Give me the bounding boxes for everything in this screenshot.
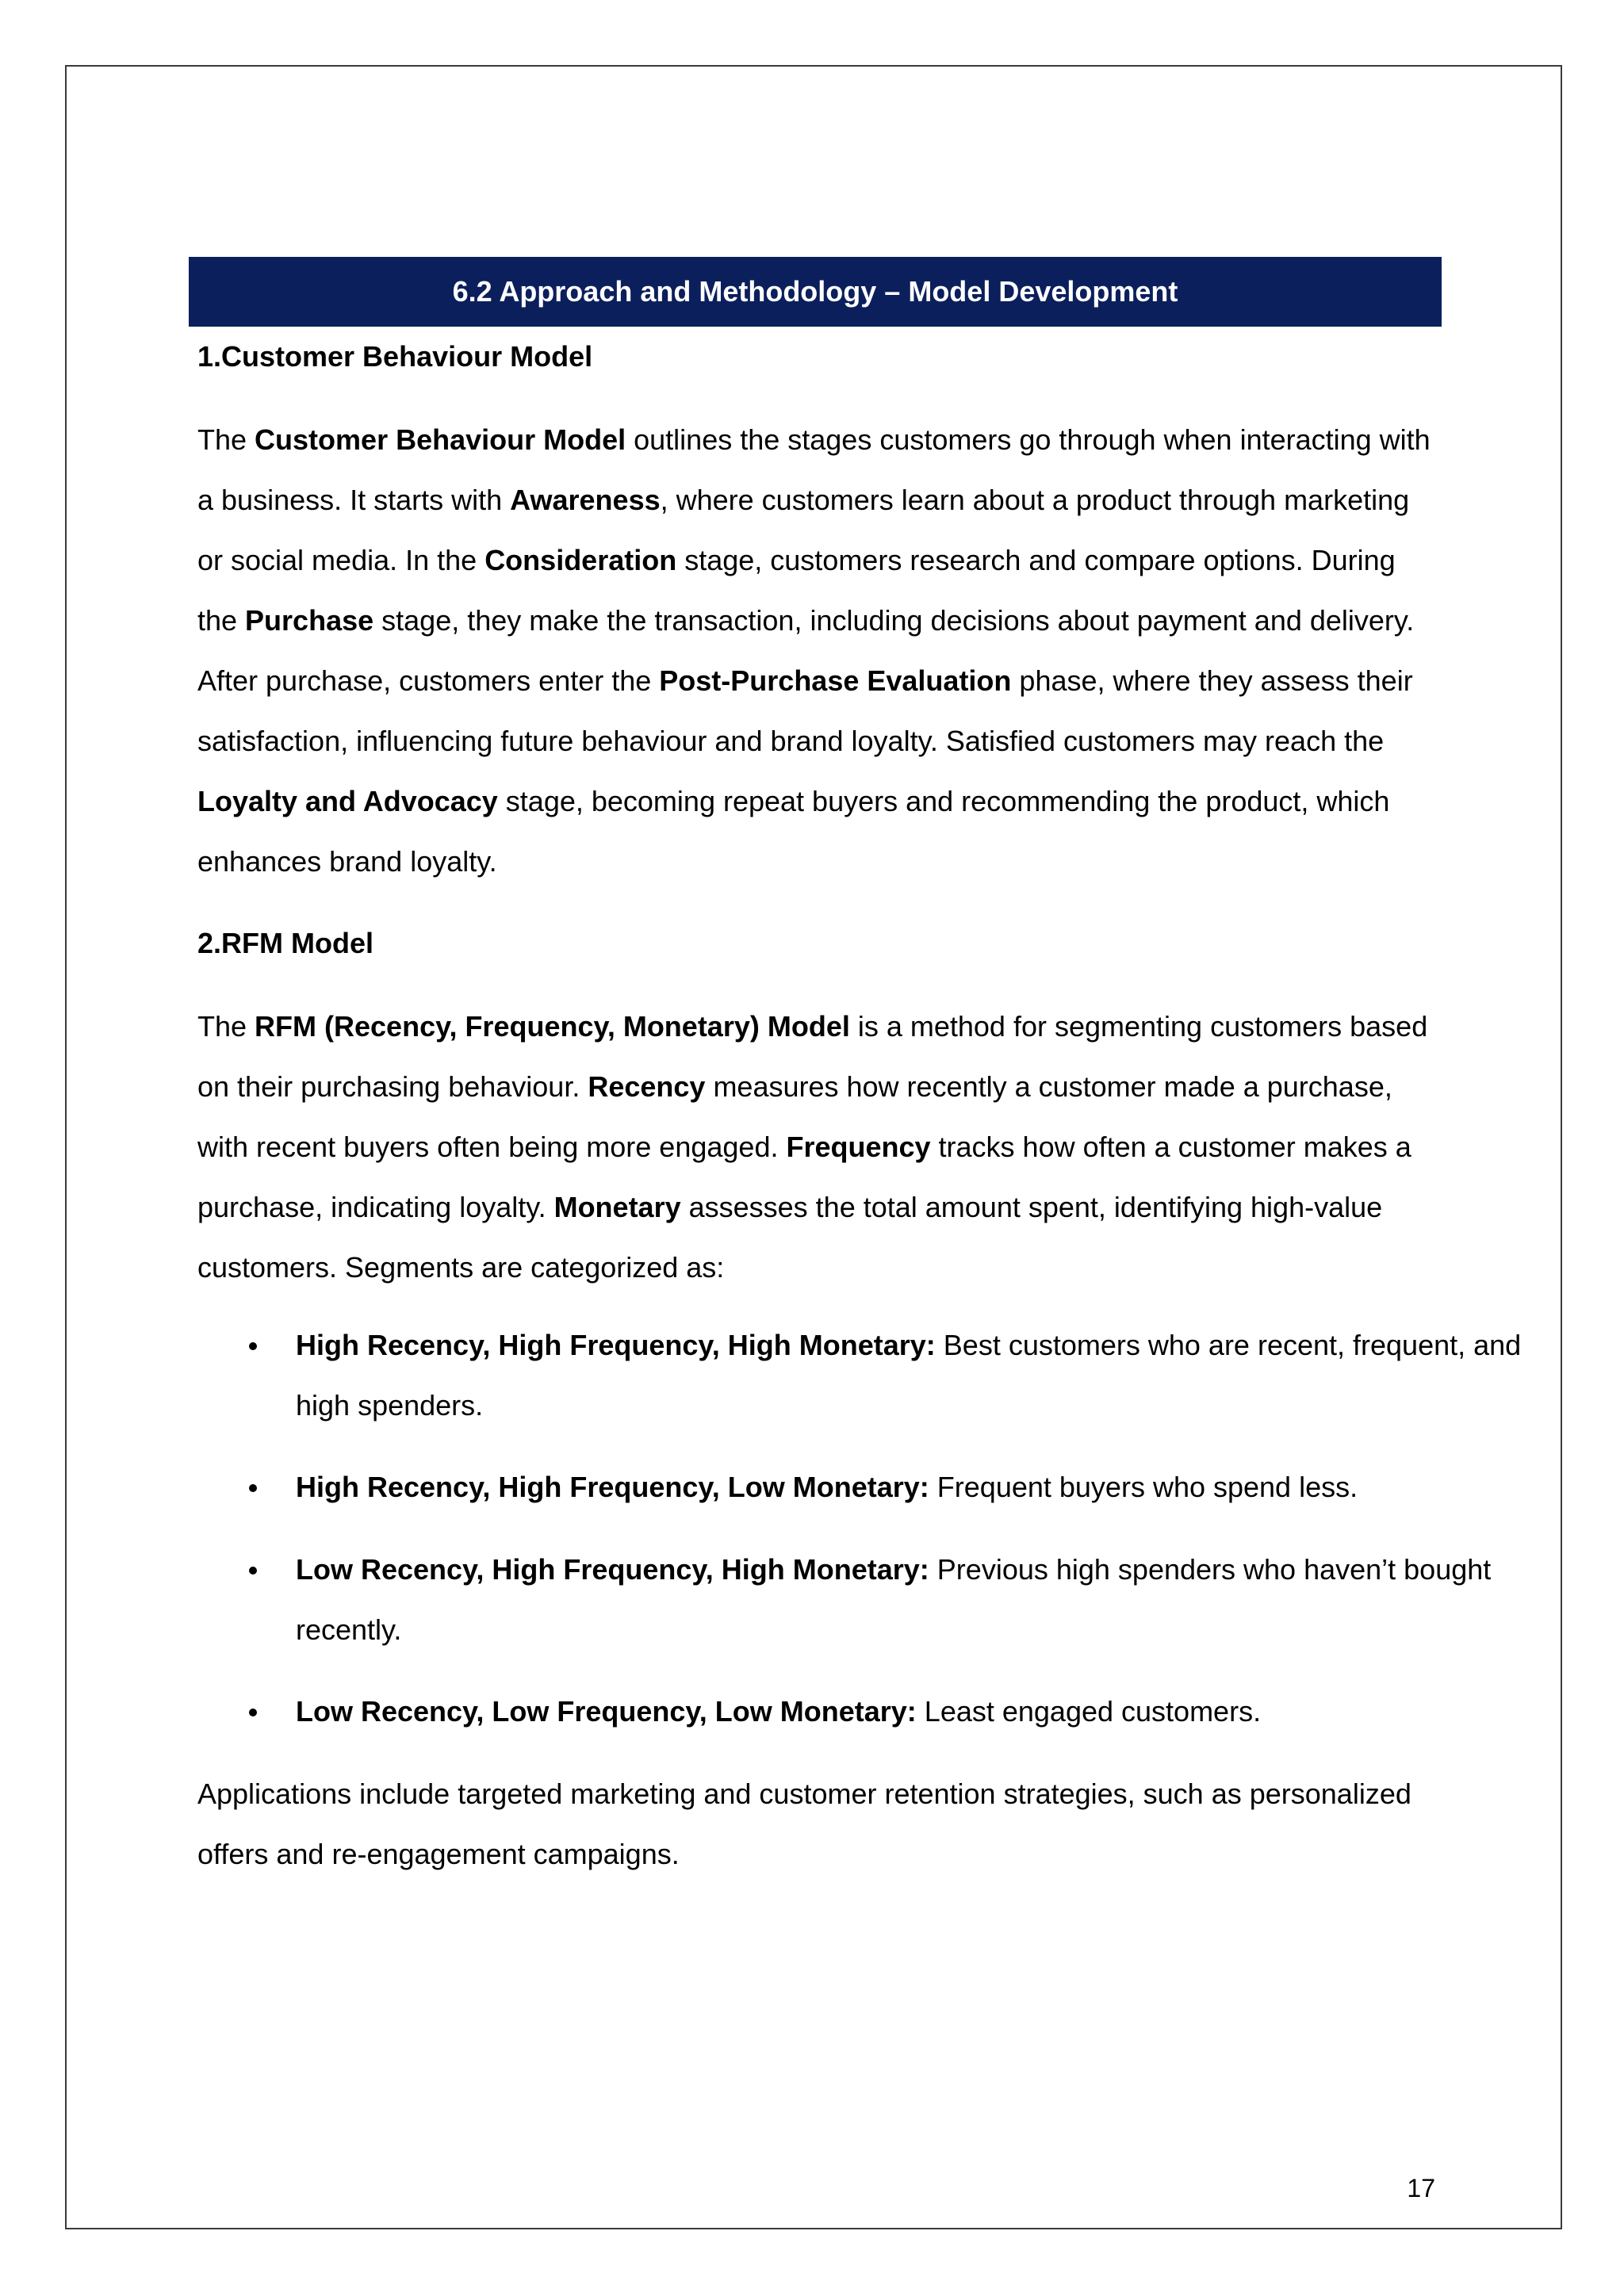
text-run: outlines the stages customers go through when interacting with a business. It starts with [197, 423, 1431, 516]
bullet-icon [249, 1484, 257, 1492]
text-run: , where customers learn about a product through marketing or social media. In the [197, 484, 1410, 576]
segment-item [197, 1540, 1537, 1660]
bullet-icon [249, 1342, 257, 1350]
text-run: stage, becoming repeat buyers and recommending the product, which enhances brand loyalty. [197, 785, 1390, 878]
text-run: tracks how often a customer makes a purchase, indicating loyalty. [197, 1131, 1411, 1223]
segment-label: High Recency, High Frequency, Low Monetary: [296, 1471, 929, 1503]
bullet-icon [249, 1567, 257, 1575]
text-run: stage, customers research and compare options. During the [197, 544, 1396, 637]
segment-text: Best customers who are recent, frequent, and high spenders. [296, 1329, 1522, 1422]
section1-paragraph [197, 410, 1438, 892]
closing-paragraph: Applications include targeted marketing and customer retention strategies, such as personalized offers and re-engagement campaigns. [197, 1777, 1411, 1870]
section-banner: 6.2 Approach and Methodology – Model Development [189, 257, 1442, 327]
section2-heading: 2.RFM Model [197, 927, 373, 959]
segment-text: Frequent buyers who spend less. [929, 1471, 1358, 1503]
bold-term: Awareness [510, 484, 661, 516]
segment-label: Low Recency, High Frequency, High Monetary: [296, 1553, 929, 1586]
segment-item [197, 1682, 1537, 1742]
bold-term: Monetary [553, 1191, 681, 1223]
segment-text: Least engaged customers. [916, 1695, 1262, 1728]
segment-item [197, 1315, 1537, 1436]
bold-term: Post-Purchase Evaluation [659, 664, 1012, 697]
bold-term: Consideration [485, 544, 677, 576]
text-run: measures how recently a customer made a purchase, with recent buyers often being more engaged. [197, 1070, 1392, 1163]
section2-paragraph [197, 997, 1438, 1298]
text-run: assesses the total amount spent, identifying high-value customers. Segments are categorized as: [197, 1191, 1383, 1284]
bold-term: RFM (Recency, Frequency, Monetary) Model [255, 1010, 850, 1043]
segment-text: Previous high spenders who haven’t bought recently. [296, 1553, 1492, 1646]
bold-term: Frequency [786, 1131, 931, 1163]
text-run: stage, they make the transaction, including decisions about payment and delivery. After purchase, customers enter the [197, 604, 1415, 697]
bullet-icon [249, 1709, 257, 1716]
text-run: is a method for segmenting customers based on their purchasing behaviour. [197, 1010, 1428, 1103]
section1-heading: 1.Customer Behaviour Model [197, 340, 593, 373]
segment-item [197, 1457, 1537, 1517]
bold-term: Customer Behaviour Model [255, 423, 626, 456]
bold-term: Recency [588, 1070, 706, 1103]
text-run: phase, where they assess their satisfaction, influencing future behaviour and brand loyalty. Satisfied customers may reach the [197, 664, 1413, 757]
text-run: The [197, 1010, 255, 1043]
segment-label: Low Recency, Low Frequency, Low Monetary: [296, 1695, 917, 1728]
bold-term: Loyalty and Advocacy [197, 785, 498, 817]
page-number: 17 [1407, 2174, 1435, 2202]
bold-term: Purchase [245, 604, 374, 637]
text-run: The [197, 423, 255, 456]
segment-label: High Recency, High Frequency, High Monetary: [296, 1329, 936, 1361]
